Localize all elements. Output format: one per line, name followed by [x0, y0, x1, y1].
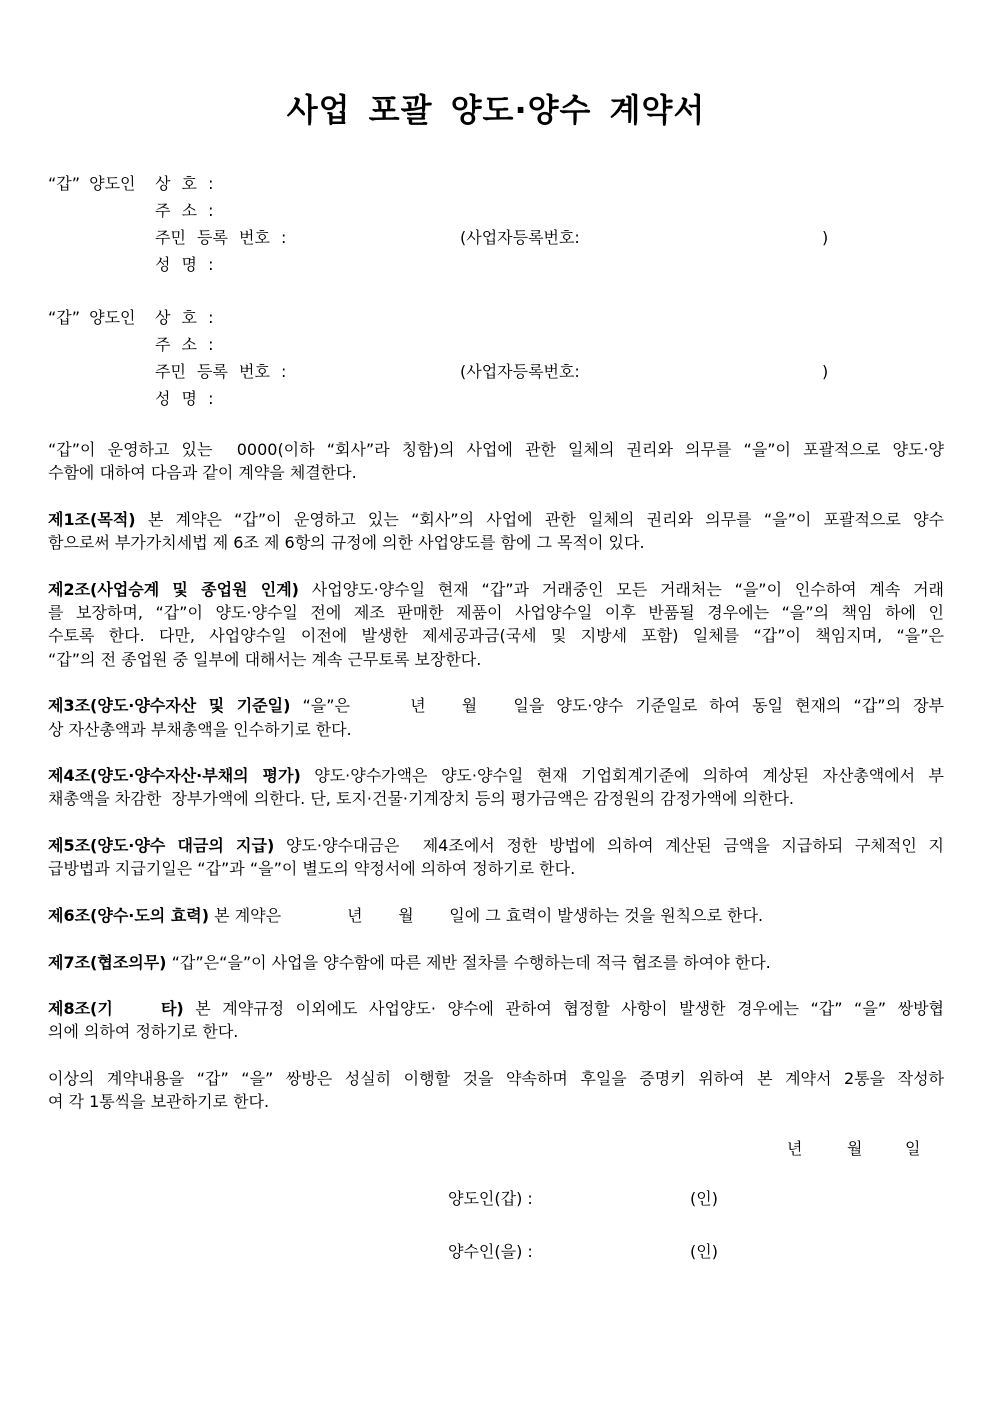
article-5	[48, 834, 944, 881]
article-8-line-1	[48, 997, 944, 1020]
party-2-resident-number-label: 주민 등록 번호 :	[155, 361, 287, 381]
article-6-line-1	[48, 904, 944, 927]
transferee-signature-row	[48, 1240, 944, 1263]
party-1-name-label: 성 명 :	[155, 254, 214, 274]
article-2-line-4: “갑”의 전 종업원 중 일부에 대해서는 계속 근무토록 보장한다.	[48, 649, 482, 669]
party-1-id-row	[48, 224, 944, 251]
article-6	[48, 904, 944, 927]
article-8-line-2: 의에 의하여 정하기로 한다.	[48, 1022, 239, 1042]
article-8-heading: 제8조(기 타)	[48, 999, 184, 1019]
contract-body	[48, 438, 944, 1263]
party-2-name-label: 성 명 :	[155, 388, 214, 408]
article-2-line-1	[48, 578, 944, 601]
article-8-text-1: 본 계약규정 이외에도 사업양도· 양수에 관하여 협정할 사항이 발생한 경우에는 “갑” “을” 쌍방협	[195, 999, 944, 1019]
article-1-text-1: 본 계약은 “갑”이 운영하고 있는 “회사”의 사업에 관한 일체의 권리와 의무를 “을”이 포괄적으로 양수	[147, 509, 944, 529]
article-5-line-2: 급방법과 지급기일은 “갑”과 “을”이 별도의 약정서에 의하여 정하기로 한다.	[48, 859, 576, 879]
article-3-line-2: 상 자산총액과 부채총액을 인수하기로 한다.	[48, 719, 352, 739]
closing-line-2: 여 각 1통씩을 보관하기로 한다.	[48, 1092, 270, 1112]
article-3-text-1: “을”은 년 월 일을 양도·양수 기준일로 하여 동일 현재의 “갑”의 장부	[302, 696, 944, 716]
transferee-seal: (인)	[690, 1241, 718, 1261]
article-6-heading: 제6조(양수·도의 효력)	[48, 905, 210, 925]
party-2-business-registration-close: )	[822, 361, 829, 381]
transferor-seal: (인)	[690, 1188, 718, 1208]
date-day-label: 일	[905, 1138, 921, 1158]
article-5-text-1: 양도·양수대금은 제4조에서 정한 방법에 의하여 계산된 금액을 지급하되 구체적인 지	[286, 836, 944, 856]
date-year-label: 년	[787, 1138, 803, 1158]
article-8	[48, 997, 944, 1044]
party-1-trade-name-label: 상 호 :	[155, 173, 214, 193]
closing-line-1: 이상의 계약내용을 “갑” “을” 쌍방은 성실히 이행할 것을 약속하며 후일을 증명키 위하여 본 계약서 2통을 작성하	[48, 1069, 944, 1089]
intro-line-1: “갑”이 운영하고 있는 0000(이하 “회사”라 칭함)의 사업에 관한 일체의 권리와 의무를 “을”이 포괄적으로 양도·양	[48, 440, 944, 459]
intro-line-2: 수함에 대하여 다음과 같이 계약을 체결한다.	[48, 463, 357, 483]
transferor-label: 양도인(갑) :	[448, 1188, 533, 1208]
party-2-trade-name-row	[48, 304, 944, 331]
party-block-1	[48, 170, 944, 278]
party-1-business-registration-close: )	[822, 227, 829, 247]
document-title: 사업 포괄 양도·양수 계약서	[286, 91, 706, 129]
party-1-trade-name-row	[48, 170, 944, 197]
intro-paragraph	[48, 438, 944, 485]
article-7	[48, 951, 944, 974]
contract-date	[48, 1137, 944, 1160]
article-7-text-1: “갑”은“을”이 사업을 양수함에 따른 제반 절차를 수행하는데 적극 협조를 하여야 한다.	[171, 952, 771, 972]
party-1-role: “갑” 양도인	[48, 173, 136, 193]
party-2-trade-name-label: 상 호 :	[155, 307, 214, 327]
article-3-heading: 제3조(양도·양수자산 및 기준일)	[48, 696, 291, 716]
party-2-name-row	[48, 385, 944, 412]
party-2-role: “갑” 양도인	[48, 307, 136, 327]
article-4-heading: 제4조(양도·양수자산·부채의 평가)	[48, 766, 301, 786]
article-4	[48, 764, 944, 811]
article-6-text-1: 본 계약은 년 월 일에 그 효력이 발생하는 것을 원칙으로 한다.	[214, 905, 764, 925]
closing-paragraph	[48, 1067, 944, 1114]
article-2-line-2: 를 보장하며, “갑”이 양도·양수일 전에 제조 판매한 제품이 사업양수일 이후 반품될 경우에는 “을”의 책임 하에 인	[48, 603, 944, 623]
article-5-line-1	[48, 834, 944, 857]
article-3-line-1	[48, 694, 944, 717]
article-4-line-2: 채총액을 차감한 장부가액에 의한다. 단, 토지·건물·기계장치 등의 평가금액은 감정원의 감정가액에 의한다.	[48, 789, 794, 809]
transferor-signature-row	[48, 1187, 944, 1210]
article-5-heading: 제5조(양도·양수 대금의 지급)	[48, 836, 275, 856]
party-1-address-row	[48, 197, 944, 224]
party-1-business-registration-label: (사업자등록번호:	[460, 227, 580, 247]
article-1-line-2: 함으로써 부가가치세법 제 6조 제 6항의 규정에 의한 사업양도를 함에 그 목적이 있다.	[48, 533, 645, 553]
party-1-resident-number-label: 주민 등록 번호 :	[155, 227, 287, 247]
party-2-address-row	[48, 331, 944, 358]
article-2	[48, 578, 944, 671]
article-2-heading: 제2조(사업승계 및 종업원 인계)	[48, 579, 299, 599]
article-1	[48, 508, 944, 555]
party-2-business-registration-label: (사업자등록번호:	[460, 361, 580, 381]
article-2-text-1: 사업양도·양수일 현재 “갑”과 거래중인 모든 거래처는 “을”이 인수하여 계속 거래	[311, 579, 944, 599]
article-2-line-3: 수토록 한다. 다만, 사업양수일 이전에 발생한 제세공과금(국세 및 지방세 포함) 일체를 “갑”이 책임지며, “을”은	[48, 626, 944, 646]
article-7-heading: 제7조(협조의무)	[48, 952, 167, 972]
party-block-2	[48, 304, 944, 412]
date-month-label: 월	[847, 1138, 863, 1158]
article-3	[48, 694, 944, 741]
transferee-label: 양수인(을) :	[448, 1241, 533, 1261]
article-1-heading: 제1조(목적)	[48, 509, 136, 529]
article-4-line-1	[48, 764, 944, 787]
party-2-id-row	[48, 358, 944, 385]
article-4-text-1: 양도·양수가액은 양도·양수일 현재 기업회계기준에 의하여 계상된 자산총액에서 부	[314, 766, 945, 786]
party-2-address-label: 주 소 :	[155, 334, 214, 354]
article-7-line-1	[48, 951, 944, 974]
party-1-address-label: 주 소 :	[155, 200, 214, 220]
party-1-name-row	[48, 251, 944, 278]
article-1-line-1	[48, 508, 944, 531]
